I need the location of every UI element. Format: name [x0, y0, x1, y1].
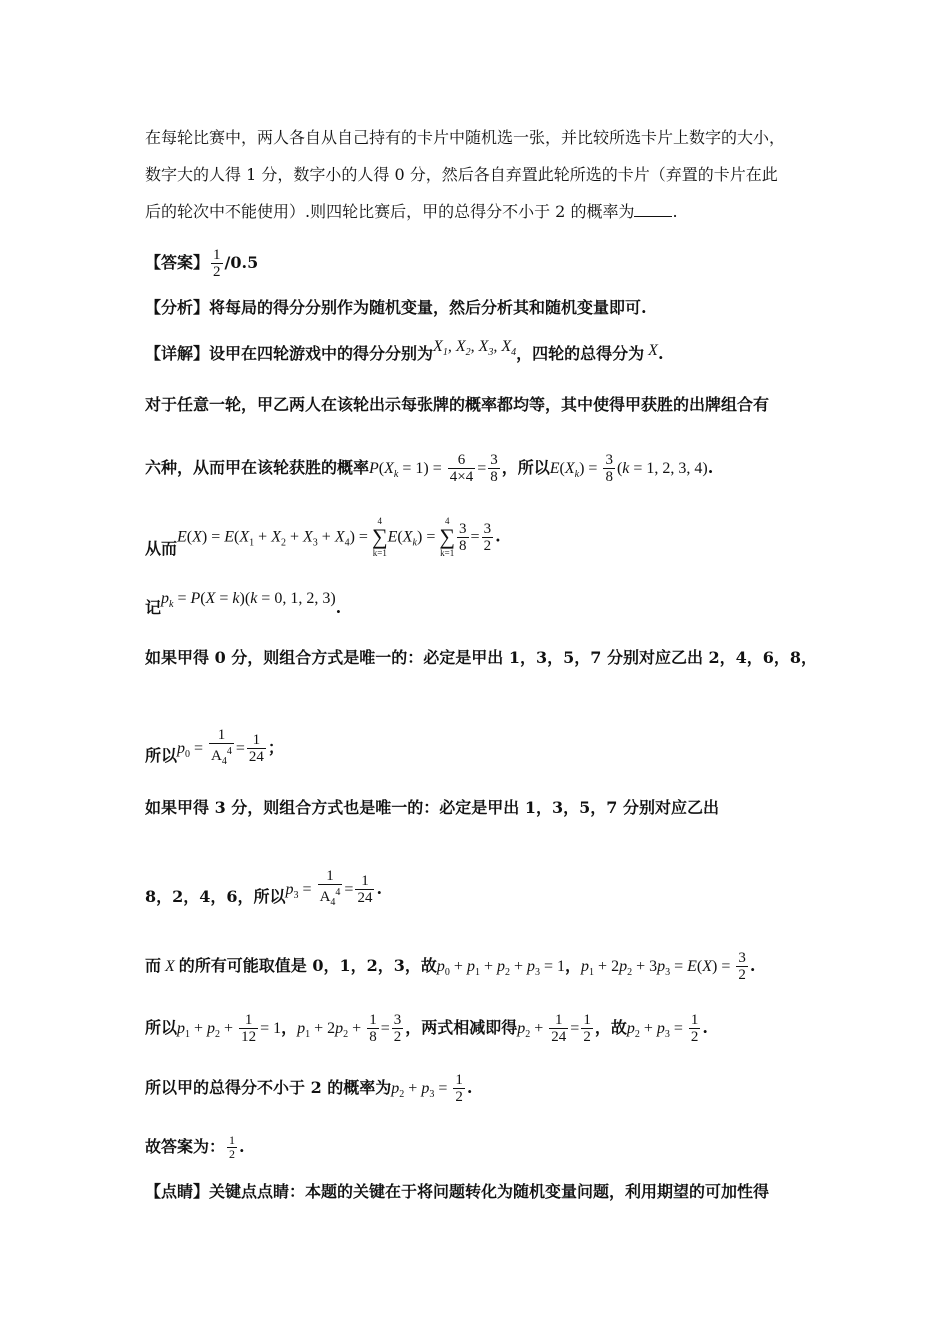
- formula-x: X: [644, 342, 658, 359]
- text-p3-label: 从而: [145, 538, 178, 558]
- text-p10: 所以$p_1 + p_2$ + $\frac{1}{12}$ = 1，$p_1 + 2p_2$ + $\frac{1}{8}$ = $\frac{3}{2}$ ，两式相减即得$p_2$ + $\frac{1}{24}$ = $\frac{1}{2}$ ，故$p_2 + p_3$ = $\frac{1}{2}$ .: [145, 1012, 708, 1045]
- text-p4: 记$p_k = P(X = k)(k = 0$, 1, 2, 3).: [145, 590, 342, 617]
- formula-p3: p: [285, 881, 294, 898]
- answer-label: 【答案】: [145, 253, 210, 272]
- frac-3-2: $\frac{3}{2}$: [483, 520, 492, 554]
- text-p9b: 的所有可能取值是 0，1，2，3，故: [178, 956, 437, 975]
- text-p10a: 所以: [145, 1018, 178, 1037]
- text-p9a: 而: [145, 956, 162, 975]
- answer-fraction: [211, 247, 223, 280]
- formula-exp-sum: E: [177, 528, 187, 546]
- frac-1-24: $\frac{1}{24}$: [248, 732, 264, 765]
- formula-p0: p: [177, 740, 186, 757]
- frac-1-a44: $\frac{1}{A_4^4}$: [209, 727, 234, 770]
- formula-exp-xk: E: [549, 460, 560, 477]
- text-p10c: ，故: [594, 1018, 627, 1037]
- frac-1-a44-b: $\frac{1}{A_4^4}$: [318, 868, 343, 911]
- text-p8-label: 8，2，4，6，所以: [145, 887, 286, 906]
- text-p6-label: 所以: [145, 746, 178, 765]
- frac-1-24-b: $\frac{1}{24}$: [357, 873, 373, 906]
- text-p1: 对于任意一轮，甲乙两人在该轮出示每张牌的概率都均等，其中使得甲获胜的出牌组合有: [145, 395, 770, 414]
- text-p2: 六种，从而甲在该轮获胜的概率$P(X_k = 1)$ = $\frac{6}{4\times 4}$ = $\frac{3}{8}$ ，所以$E(X_k)$ = $\frac{3}{8}$ (k = 1, 2, 3, 4).: [145, 452, 714, 485]
- formula-final: p: [391, 1080, 400, 1097]
- problem-line-3-end: .: [672, 202, 678, 221]
- final-answer-fraction: $\frac{1}{2}$: [229, 1133, 236, 1161]
- frac-3-8: $\frac{3}{8}$: [490, 452, 498, 485]
- detail-text-1: 设甲在四轮游戏中的得分分别为: [209, 344, 434, 363]
- text-p8: 8，2，4，6，所以$p_3$ = $\frac{1}{A_4^4}$ = $\frac{1}{24}$ .: [145, 868, 382, 911]
- answer-line: [145, 247, 258, 280]
- formula-eq1: p: [177, 1020, 186, 1037]
- detail-text-3: .: [657, 344, 664, 363]
- formula-x-b: X: [161, 958, 179, 975]
- detail-label: 【详解】: [145, 344, 210, 363]
- frac-6-16: $\frac{6}{4\times 4}$: [449, 452, 474, 485]
- comment-label: 【点睛】: [145, 1182, 210, 1201]
- analysis-text: 将每局的得分分别作为随机变量，然后分析其和随机变量即可.: [209, 298, 647, 317]
- text-p7: 如果甲得 3 分，则组合方式也是唯一的：必定是甲出 1，3，5，7 分别对应乙出: [145, 798, 719, 817]
- text-p3: 从而$E(X) = E(X_1 + X_2 + X_3 + X_4)$ = 4 ∑ k=1 $E(X_k)$ = 4 ∑ k=1 $\frac{3}{8}$ = $\frac{3}{2}$ .: [145, 516, 501, 558]
- detail-line: [145, 338, 664, 371]
- formula-exp-weighted: p: [581, 958, 590, 975]
- problem-line-2: 数字大的人得 1 分，数字小的人得 0 分，然后各自弃置此轮所选的卡片（弃置的卡片在此: [145, 165, 778, 184]
- formula-eq2: p: [297, 1020, 306, 1037]
- text-p12: 故答案为： $\frac{1}{2}$ .: [145, 1133, 245, 1161]
- detail-text-2: ，四轮的总得分为: [516, 344, 645, 363]
- text-p10b: 两式相减即得: [421, 1018, 518, 1037]
- answer-frac-den: 2: [213, 264, 221, 280]
- answer-frac-num: 1: [213, 247, 221, 263]
- comment-line: [145, 1182, 769, 1202]
- problem-line-1: 在每轮比赛中，两人各自从自己持有的卡片中随机选一张，并比较所选卡片上数字的大小，: [145, 128, 786, 147]
- sigma-1: 4 ∑ k=1: [371, 516, 388, 558]
- problem-line-3-text: 后的轮次中不能使用）.则四轮比赛后，甲的总得分不小于 2 的概率为: [145, 202, 635, 221]
- text-p9: 而 X 的所有可能取值是 0，1，2，3，故$p_0 + p_1 + p_2 + p_3 = 1$，$p_1 + 2p_2 + 3p_3 = E(X)$ = $\frac{3}{2}$ .: [145, 950, 756, 983]
- text-p2b: ，所以: [501, 458, 550, 477]
- formula-eq3: p: [517, 1020, 526, 1037]
- text-p12-label: 故答案为：: [145, 1137, 226, 1156]
- text-p4-label: 记: [145, 598, 162, 617]
- answer-blank: [634, 202, 672, 217]
- frac-3-8-b: $\frac{3}{8}$: [605, 452, 613, 485]
- answer-alt: /0.5: [224, 253, 259, 272]
- text-p11-label: 所以甲的总得分不小于 2 的概率为: [145, 1078, 392, 1097]
- problem-line-3: [145, 202, 678, 222]
- text-p6: 所以$p_0$ = $\frac{1}{A_4^4}$ = $\frac{1}{24}$ ；: [145, 727, 284, 770]
- analysis-label: 【分析】: [145, 298, 210, 317]
- comment-text: 关键点点睛：本题的关键在于将问题转化为随机变量问题，利用期望的可加性得: [209, 1182, 770, 1201]
- text-p2a: 六种，从而甲在该轮获胜的概率: [145, 458, 370, 477]
- formula-x1-x4: $X_1$, $X_2$, $X_3$, $X_4$: [433, 338, 517, 359]
- sigma-2: 4 ∑ k=1: [439, 516, 456, 558]
- analysis-line: [145, 298, 647, 318]
- formula-pk: p: [161, 590, 170, 607]
- formula-psum: p: [436, 958, 445, 975]
- text-p5: 如果甲得 0 分，则组合方式是唯一的：必定是甲出 1，3，5，7 分别对应乙出 2，4，6，8，: [145, 648, 818, 667]
- formula-prob-win: P: [369, 460, 379, 477]
- formula-eq4: p: [626, 1020, 635, 1037]
- text-p11: 所以甲的总得分不小于 2 的概率为$p_2 + p_3$ = $\frac{1}{2}$ .: [145, 1072, 473, 1105]
